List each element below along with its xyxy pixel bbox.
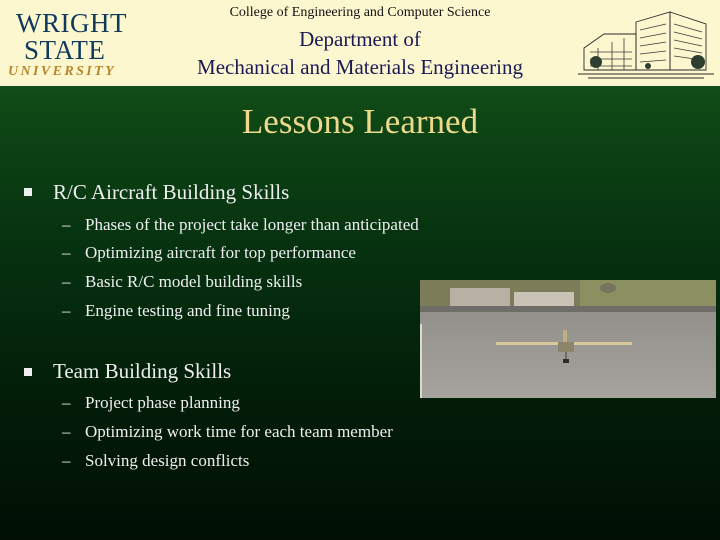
university-logo	[4, 6, 132, 80]
department-line-2: Mechanical and Materials Engineering	[197, 55, 523, 79]
bullet-marker	[24, 188, 32, 196]
list-item: Solving design conflicts	[85, 451, 250, 470]
dash-marker: –	[62, 272, 71, 291]
section-heading: Team Building Skills	[53, 359, 232, 383]
logo-line-3: UNIVERSITY	[8, 64, 117, 79]
list-item: Basic R/C model building skills	[85, 272, 303, 291]
list-item: Project phase planning	[85, 393, 240, 412]
logo-line-2: STATE	[24, 35, 106, 65]
logo-line-1: WRIGHT	[16, 8, 127, 38]
header-band	[0, 0, 720, 86]
list-item: Optimizing work time for each team member	[85, 422, 393, 441]
dash-marker: –	[62, 215, 71, 234]
list-item: Phases of the project take longer than anticipated	[85, 215, 419, 234]
dash-marker: –	[62, 243, 71, 262]
rc-aircraft-photo	[420, 280, 716, 398]
dash-marker: –	[62, 301, 71, 320]
college-name: College of Engineering and Computer Science	[229, 5, 491, 20]
dash-marker: –	[62, 451, 71, 470]
list-item: Engine testing and fine tuning	[85, 301, 290, 320]
slide-title: Lessons Learned	[241, 102, 479, 141]
bullet-marker	[24, 368, 32, 376]
dash-marker: –	[62, 422, 71, 441]
department-line-1: Department of	[299, 27, 421, 51]
dash-marker: –	[62, 393, 71, 412]
list-item: Optimizing aircraft for top performance	[85, 243, 356, 262]
section-heading: R/C Aircraft Building Skills	[53, 180, 290, 204]
building-sketch-icon	[578, 4, 714, 82]
